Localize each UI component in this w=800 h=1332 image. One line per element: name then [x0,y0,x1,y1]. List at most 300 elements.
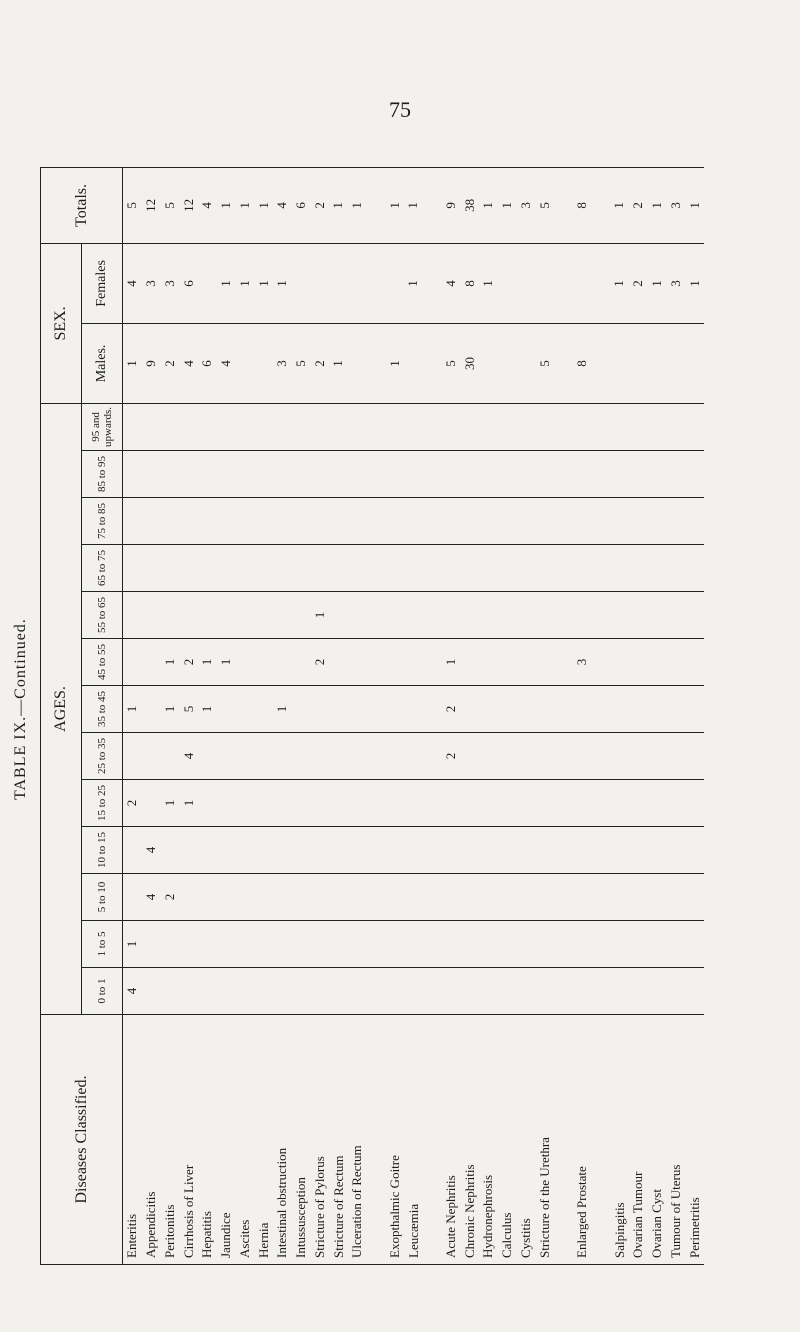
table-row [629,167,648,1264]
total-cell: 6 [292,167,311,243]
table-row [479,167,498,1264]
age-count-cell [329,686,348,733]
table-title: TABLE IX.—Continued. [12,618,29,800]
age-count-cell [423,545,442,592]
males-cell: 4 [179,323,198,403]
age-count-cell [273,403,292,450]
age-count-cell [235,403,254,450]
females-cell [310,243,329,323]
age-count-cell [142,780,161,827]
age-count-cell [610,968,629,1015]
table-row [123,167,142,1264]
age-count-cell [629,592,648,639]
disease-label: Peritonitis [161,1204,177,1258]
age-count-cell [254,451,273,498]
age-count-cell [310,451,329,498]
age-count-cell [142,921,161,968]
females-cell: 1 [648,243,667,323]
age-count-cell [235,592,254,639]
table-row [535,167,554,1264]
table-row [329,167,348,1264]
age-count-cell [573,498,592,545]
age-count-cell [648,639,667,686]
age-count-cell [554,921,573,968]
age-count-cell: 1 [273,686,292,733]
age-count-cell [367,545,386,592]
age-count-cell [554,827,573,874]
age-count-cell: 1 [161,780,180,827]
females-cell: 1 [254,243,273,323]
age-count-cell [498,498,517,545]
age-count-cell [423,403,442,450]
age-count-cell [516,827,535,874]
age-count-cell: 1 [198,686,217,733]
total-cell: 1 [648,167,667,243]
age-count-cell [442,498,461,545]
age-count-cell [479,780,498,827]
age-count-cell [685,592,704,639]
age-count-cell [535,827,554,874]
age-count-cell [535,686,554,733]
age-count-cell [648,686,667,733]
disease-name [404,1015,423,1265]
table-row [685,167,704,1264]
age-count-cell [404,545,423,592]
age-count-cell [479,733,498,780]
disease-name [591,1015,610,1265]
females-cell: 1 [273,243,292,323]
age-count-cell [179,592,198,639]
age-count-cell [198,874,217,921]
disease-label: Calculus [499,1212,515,1258]
table-row [142,167,161,1264]
age-count-cell [198,592,217,639]
females-cell: 1 [235,243,254,323]
males-cell: 9 [142,323,161,403]
age-count-cell [666,921,685,968]
age-count-cell [329,498,348,545]
disease-label: Cirrhosis of Liver [180,1164,196,1258]
age-count-cell [479,827,498,874]
age-count-cell: 2 [161,874,180,921]
age-count-cell: 1 [217,639,236,686]
disease-name [460,1015,479,1265]
age-count-cell [404,921,423,968]
age-count-cell [329,545,348,592]
age-count-cell [198,403,217,450]
table-body [123,167,705,1264]
age-count-cell [273,968,292,1015]
males-cell [348,323,367,403]
age-count-cell [329,874,348,921]
age-count-cell [367,686,386,733]
disease-name [254,1015,273,1265]
age-count-cell [498,780,517,827]
age-count-cell [348,545,367,592]
age-count-cell [385,639,404,686]
age-count-cell [554,403,573,450]
age-count-cell [142,733,161,780]
males-cell [404,323,423,403]
age-column-header: 75 to 85 [82,498,123,545]
age-count-cell [254,827,273,874]
age-count-cell [310,545,329,592]
total-cell: 3 [516,167,535,243]
age-count-cell [348,686,367,733]
age-count-cell [516,686,535,733]
age-count-cell [423,592,442,639]
age-count-cell [404,403,423,450]
disease-name [573,1015,592,1265]
age-count-cell [460,686,479,733]
table-row [292,167,311,1264]
age-count-cell [217,827,236,874]
age-count-cell [385,545,404,592]
age-count-cell [329,827,348,874]
females-header: Females [82,243,123,323]
age-count-cell [685,545,704,592]
age-count-cell [442,592,461,639]
males-cell [516,323,535,403]
age-count-cell [142,545,161,592]
age-count-cell [161,545,180,592]
age-count-cell [498,545,517,592]
age-count-cell [123,874,142,921]
age-count-cell [423,921,442,968]
age-count-cell [666,968,685,1015]
age-count-cell [666,403,685,450]
age-count-cell [217,921,236,968]
age-count-cell [554,451,573,498]
age-count-cell [348,874,367,921]
age-count-cell [573,921,592,968]
males-cell [479,323,498,403]
age-count-cell [629,686,648,733]
age-count-cell [329,639,348,686]
age-count-cell [554,874,573,921]
age-count-cell [423,639,442,686]
age-count-cell [610,592,629,639]
disease-label: Salpingitis [611,1202,627,1258]
age-count-cell [217,874,236,921]
females-cell [385,243,404,323]
age-count-cell [254,780,273,827]
age-count-cell: 2 [442,686,461,733]
total-cell: 5 [161,167,180,243]
age-count-cell [179,827,198,874]
females-cell [498,243,517,323]
age-count-cell [348,968,367,1015]
age-count-cell [573,733,592,780]
females-cell [329,243,348,323]
age-count-cell [198,451,217,498]
age-count-cell [404,686,423,733]
disease-name [142,1015,161,1265]
age-count-cell [142,639,161,686]
age-count-cell [516,403,535,450]
disease-name [292,1015,311,1265]
age-count-cell [367,639,386,686]
age-count-cell [610,780,629,827]
age-count-cell [254,921,273,968]
age-column-header: 35 to 45 [82,686,123,733]
age-count-cell [198,968,217,1015]
age-count-cell [535,968,554,1015]
age-count-cell [273,639,292,686]
age-count-cell [235,498,254,545]
age-count-cell [535,451,554,498]
table-row [385,167,404,1264]
age-count-cell [292,733,311,780]
females-cell: 1 [404,243,423,323]
age-count-cell [367,403,386,450]
age-count-cell: 1 [310,592,329,639]
age-count-cell [442,874,461,921]
age-count-cell: 5 [179,686,198,733]
age-count-cell: 3 [573,639,592,686]
age-count-cell [535,498,554,545]
males-cell: 30 [460,323,479,403]
age-count-cell [629,451,648,498]
age-count-cell [554,733,573,780]
age-count-cell [292,545,311,592]
total-cell: 1 [348,167,367,243]
age-count-cell [573,403,592,450]
age-count-cell [460,780,479,827]
age-count-cell [273,451,292,498]
age-count-cell [516,968,535,1015]
disease-name [423,1015,442,1265]
age-count-cell [273,827,292,874]
disease-label: Enlarged Prostate [574,1166,590,1258]
disease-name [498,1015,517,1265]
totals-header: Totals. [41,167,123,243]
disease-name [516,1015,535,1265]
age-count-cell [348,639,367,686]
age-count-cell [142,968,161,1015]
age-count-cell [591,780,610,827]
total-cell: 5 [535,167,554,243]
age-count-cell [404,780,423,827]
table-row [348,167,367,1264]
age-count-cell [179,545,198,592]
age-count-cell [348,827,367,874]
age-count-cell [310,827,329,874]
age-count-cell [161,498,180,545]
total-cell: 1 [235,167,254,243]
age-count-cell [198,827,217,874]
age-count-cell [273,592,292,639]
age-count-cell [310,686,329,733]
age-count-cell [385,921,404,968]
age-count-cell [310,733,329,780]
table-row [179,167,198,1264]
age-count-cell [404,733,423,780]
table-row [367,167,386,1264]
males-cell: 1 [123,323,142,403]
disease-name [161,1015,180,1265]
age-count-cell: 1 [161,639,180,686]
age-count-cell [629,403,648,450]
age-count-cell [254,403,273,450]
age-count-cell [666,780,685,827]
age-count-cell [142,498,161,545]
disease-label: Hydronephrosis [480,1174,496,1258]
age-count-cell [217,968,236,1015]
age-column-header: 45 to 55 [82,639,123,686]
age-count-cell [235,780,254,827]
disease-label: Stricture of Pylorus [311,1156,327,1258]
age-count-cell [348,498,367,545]
age-count-cell [648,921,667,968]
total-cell: 1 [385,167,404,243]
age-count-cell [666,451,685,498]
age-count-cell [610,827,629,874]
females-cell: 1 [610,243,629,323]
age-count-cell [460,968,479,1015]
age-count-cell [254,639,273,686]
age-count-cell: 1 [442,639,461,686]
age-count-cell [235,921,254,968]
age-count-cell [273,545,292,592]
age-count-cell [685,498,704,545]
age-count-cell: 2 [442,733,461,780]
disease-name [367,1015,386,1265]
age-count-cell [460,592,479,639]
age-count-cell [591,451,610,498]
females-cell [348,243,367,323]
age-count-cell [235,827,254,874]
age-count-cell [198,921,217,968]
age-count-cell [591,639,610,686]
age-count-cell [123,827,142,874]
age-count-cell [479,639,498,686]
table-row [516,167,535,1264]
age-count-cell: 4 [123,968,142,1015]
age-count-cell [254,592,273,639]
age-count-cell [217,686,236,733]
age-count-cell: 1 [179,780,198,827]
females-cell [367,243,386,323]
age-count-cell [292,639,311,686]
age-count-cell [292,827,311,874]
age-count-cell [591,733,610,780]
age-count-cell [629,733,648,780]
age-count-cell [329,733,348,780]
table-row [404,167,423,1264]
males-cell: 5 [292,323,311,403]
females-cell: 3 [666,243,685,323]
age-count-cell [573,545,592,592]
age-count-cell [423,498,442,545]
males-cell: 8 [573,323,592,403]
age-count-cell [235,451,254,498]
disease-table [40,167,704,1265]
age-count-cell [273,498,292,545]
age-count-cell [498,733,517,780]
age-count-cell [666,592,685,639]
females-cell: 8 [460,243,479,323]
table-row [666,167,685,1264]
sex-header: SEX. [41,243,82,403]
age-count-cell [648,592,667,639]
age-count-cell [573,592,592,639]
age-count-cell [554,498,573,545]
age-column-header: 25 to 35 [82,733,123,780]
age-count-cell [460,545,479,592]
age-count-cell [479,592,498,639]
table-row [648,167,667,1264]
age-count-cell [292,451,311,498]
females-cell: 2 [629,243,648,323]
disease-label: Stricture of the Urethra [536,1137,552,1258]
age-count-cell: 1 [123,686,142,733]
females-cell: 3 [142,243,161,323]
disease-name [217,1015,236,1265]
age-count-cell [629,874,648,921]
age-column-header: 85 to 95 [82,451,123,498]
age-count-cell [498,403,517,450]
age-count-cell: 4 [142,827,161,874]
age-count-cell [591,545,610,592]
age-count-cell [198,733,217,780]
age-count-cell [666,686,685,733]
males-cell: 4 [217,323,236,403]
age-count-cell [142,451,161,498]
females-cell [554,243,573,323]
age-count-cell [254,498,273,545]
age-count-cell [648,403,667,450]
age-count-cell [310,498,329,545]
age-count-cell [498,451,517,498]
disease-name [479,1015,498,1265]
age-count-cell [179,968,198,1015]
disease-label: Tumour of Uterus [667,1164,683,1258]
disease-label: Jaundice [218,1212,234,1258]
males-cell [629,323,648,403]
age-count-cell [648,545,667,592]
age-count-cell [685,780,704,827]
age-count-cell [591,874,610,921]
males-cell [423,323,442,403]
age-count-cell [385,827,404,874]
age-count-cell [516,545,535,592]
age-count-cell [516,733,535,780]
age-count-cell [385,780,404,827]
disease-label: Chronic Nephritis [461,1164,477,1258]
age-column-header: 10 to 15 [82,827,123,874]
age-count-cell [460,403,479,450]
age-count-cell [498,874,517,921]
males-cell [666,323,685,403]
age-count-cell [273,921,292,968]
age-count-cell [516,639,535,686]
males-cell: 2 [161,323,180,403]
age-count-cell [460,921,479,968]
females-cell [292,243,311,323]
age-count-cell: 4 [179,733,198,780]
age-count-cell [666,639,685,686]
age-count-cell [161,921,180,968]
table-row [498,167,517,1264]
total-cell: 2 [310,167,329,243]
age-count-cell [385,498,404,545]
age-count-cell [591,827,610,874]
age-count-cell [685,639,704,686]
males-cell: 6 [198,323,217,403]
age-count-cell [292,968,311,1015]
males-cell: 1 [329,323,348,403]
